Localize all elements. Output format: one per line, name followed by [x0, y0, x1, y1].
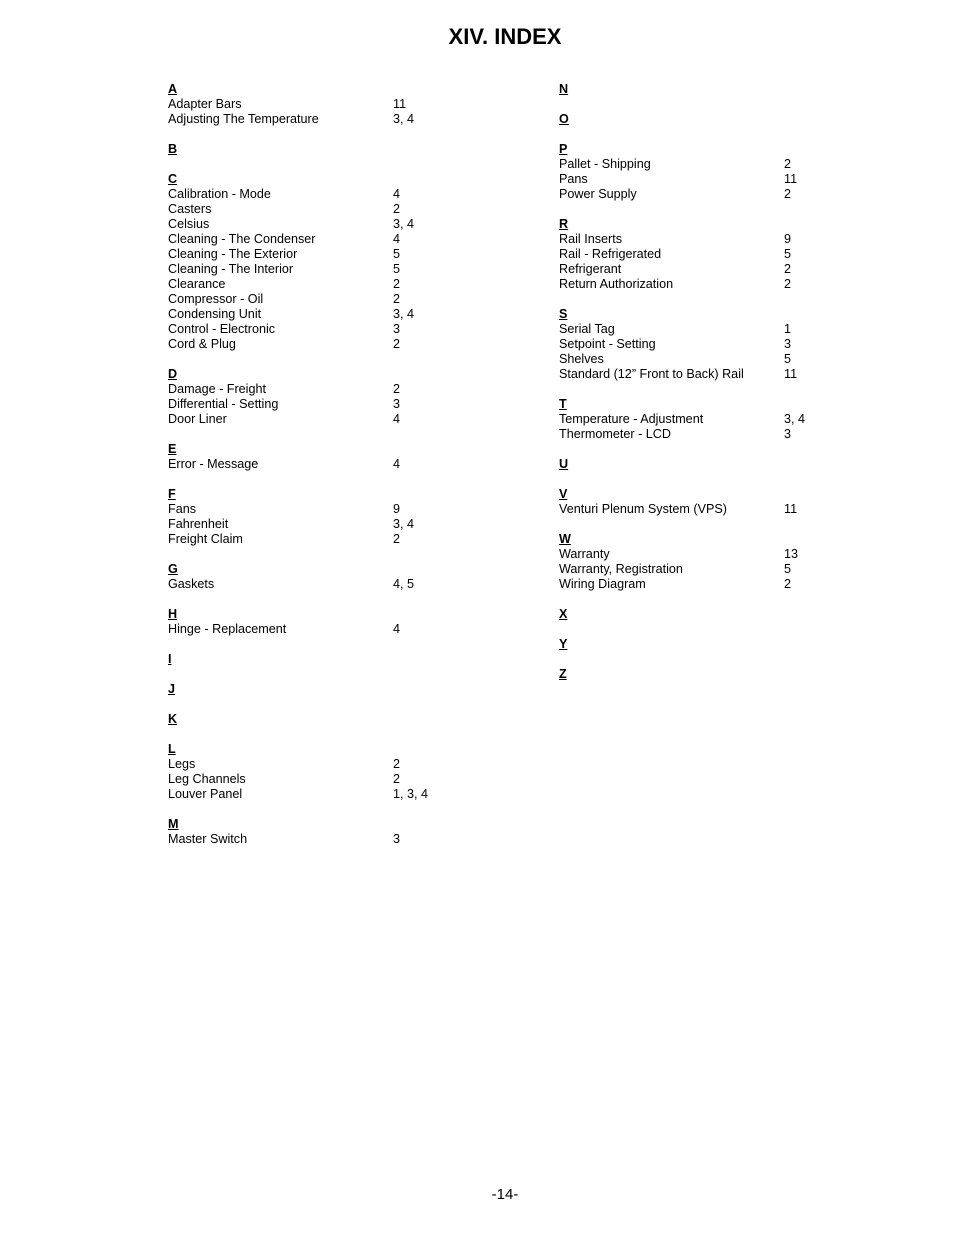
- section-letter: S: [559, 307, 568, 321]
- index-entry: [168, 532, 468, 547]
- index-section-o: [559, 112, 859, 127]
- index-term: Refrigerant: [559, 262, 622, 276]
- index-term: Clearance: [168, 277, 226, 291]
- index-term: Control - Electronic: [168, 322, 276, 336]
- index-entry: [168, 247, 468, 262]
- index-entry: [559, 502, 859, 517]
- index-entry: [559, 547, 859, 562]
- index-entry: [168, 397, 468, 412]
- index-section-t: [559, 397, 859, 442]
- index-term: Warranty: [559, 547, 610, 561]
- index-pages: 3: [393, 322, 401, 336]
- index-pages: 2: [393, 772, 401, 786]
- index-pages: 2: [393, 277, 401, 291]
- index-term: Cleaning - The Condenser: [168, 232, 316, 246]
- index-term: Return Authorization: [559, 277, 674, 291]
- index-entry: [168, 457, 468, 472]
- index-pages: 13: [784, 547, 799, 561]
- index-section-n: [559, 82, 859, 97]
- index-entry: [559, 427, 859, 442]
- index-entry: [168, 757, 468, 772]
- index-section-a: [168, 82, 468, 127]
- index-term: Cleaning - The Interior: [168, 262, 294, 276]
- index-pages: 2: [393, 757, 401, 771]
- index-pages: 4: [393, 412, 401, 426]
- index-entry: [559, 337, 859, 352]
- index-term: Celsius: [168, 217, 210, 231]
- index-pages: 3: [393, 832, 401, 846]
- index-entry: [168, 292, 468, 307]
- index-term: Cord & Plug: [168, 337, 236, 351]
- index-term: Door Liner: [168, 412, 227, 426]
- page-number: -14-: [491, 1186, 519, 1203]
- index-pages: 2: [393, 532, 401, 546]
- index-pages: 11: [393, 97, 407, 111]
- index-entry: [168, 382, 468, 397]
- index-term: Freight Claim: [168, 532, 243, 546]
- index-term: Calibration - Mode: [168, 187, 271, 201]
- index-pages: 1: [784, 322, 792, 336]
- index-pages: 3, 4: [393, 517, 415, 531]
- section-letter: D: [168, 367, 178, 381]
- section-letter: I: [168, 652, 172, 666]
- index-entry: [168, 787, 468, 802]
- index-pages: 3: [393, 397, 401, 411]
- section-letter: X: [559, 607, 568, 621]
- index-section-y: [559, 637, 859, 652]
- index-section-u: [559, 457, 859, 472]
- index-term: Adapter Bars: [168, 97, 242, 111]
- index-entry: [168, 112, 468, 127]
- index-pages: 5: [784, 562, 792, 576]
- index-term: Louver Panel: [168, 787, 243, 801]
- section-letter: E: [168, 442, 177, 456]
- index-term: Pans: [559, 172, 588, 186]
- page-title: XIV. INDEX: [448, 24, 562, 49]
- index-section-s: [559, 307, 859, 382]
- index-section-r: [559, 217, 859, 292]
- index-section-l: [168, 742, 468, 802]
- index-pages: 11: [784, 502, 798, 516]
- section-letter: L: [168, 742, 176, 756]
- index-column-right: [559, 82, 859, 697]
- index-pages: 5: [393, 262, 401, 276]
- index-entry: [559, 322, 859, 337]
- index-term: Serial Tag: [559, 322, 615, 336]
- index-term: Shelves: [559, 352, 604, 366]
- index-entry: [559, 187, 859, 202]
- index-term: Adjusting The Temperature: [168, 112, 319, 126]
- index-section-z: [559, 667, 859, 682]
- section-letter: B: [168, 142, 178, 156]
- index-term: Gaskets: [168, 577, 215, 591]
- index-pages: 4: [393, 187, 401, 201]
- index-term: Hinge - Replacement: [168, 622, 287, 636]
- index-term: Rail - Refrigerated: [559, 247, 662, 261]
- index-term: Rail Inserts: [559, 232, 622, 246]
- index-entry: [559, 562, 859, 577]
- section-letter: O: [559, 112, 569, 126]
- index-entry: [559, 172, 859, 187]
- index-pages: 3, 4: [393, 112, 415, 126]
- section-letter: C: [168, 172, 178, 186]
- index-term: Setpoint - Setting: [559, 337, 656, 351]
- index-entry: [168, 232, 468, 247]
- index-pages: 5: [784, 247, 792, 261]
- index-entry: [168, 772, 468, 787]
- index-term: Casters: [168, 202, 212, 216]
- index-term: Fans: [168, 502, 196, 516]
- index-term: Master Switch: [168, 832, 248, 846]
- index-entry: [168, 832, 468, 847]
- index-entry: [168, 307, 468, 322]
- index-section-e: [168, 442, 468, 472]
- index-entry: [559, 247, 859, 262]
- index-entry: [168, 262, 468, 277]
- index-section-j: [168, 682, 468, 697]
- index-pages: 4: [393, 232, 401, 246]
- index-section-i: [168, 652, 468, 667]
- index-pages: 2: [784, 277, 792, 291]
- section-letter: R: [559, 217, 569, 231]
- index-section-v: [559, 487, 859, 517]
- index-term: Legs: [168, 757, 196, 771]
- index-entry: [559, 577, 859, 592]
- index-entry: [168, 97, 468, 112]
- index-section-h: [168, 607, 468, 637]
- index-section-b: [168, 142, 468, 157]
- index-entry: [168, 187, 468, 202]
- index-pages: 2: [784, 157, 792, 171]
- index-entry: [168, 502, 468, 517]
- index-term: Temperature - Adjustment: [559, 412, 704, 426]
- index-term: Leg Channels: [168, 772, 246, 786]
- section-letter: G: [168, 562, 178, 576]
- index-section-m: [168, 817, 468, 847]
- section-letter: H: [168, 607, 178, 621]
- index-pages: 4: [393, 457, 401, 471]
- index-pages: 11: [784, 172, 798, 186]
- index-term: Damage - Freight: [168, 382, 266, 396]
- index-pages: 3: [784, 427, 792, 441]
- index-entry: [559, 262, 859, 277]
- index-pages: 2: [393, 202, 401, 216]
- section-letter: K: [168, 712, 178, 726]
- index-entry: [168, 517, 468, 532]
- index-pages: 5: [393, 247, 401, 261]
- index-pages: 5: [784, 352, 792, 366]
- section-letter: W: [559, 532, 571, 546]
- index-section-d: [168, 367, 468, 427]
- section-letter: V: [559, 487, 568, 501]
- index-pages: 4, 5: [393, 577, 415, 591]
- section-letter: T: [559, 397, 567, 411]
- index-entry: [559, 157, 859, 172]
- index-pages: 2: [393, 292, 401, 306]
- index-pages: 2: [784, 577, 792, 591]
- section-letter: N: [559, 82, 569, 96]
- index-entry: [168, 337, 468, 352]
- index-entry: [168, 217, 468, 232]
- index-section-w: [559, 532, 859, 592]
- index-section-f: [168, 487, 468, 547]
- index-entry: [559, 232, 859, 247]
- section-letter: P: [559, 142, 568, 156]
- index-section-p: [559, 142, 859, 202]
- index-pages: 1, 3, 4: [393, 787, 429, 801]
- index-entry: [559, 277, 859, 292]
- index-term: Condensing Unit: [168, 307, 262, 321]
- index-section-x: [559, 607, 859, 622]
- section-letter: M: [168, 817, 179, 831]
- index-section-g: [168, 562, 468, 592]
- index-pages: 9: [784, 232, 792, 246]
- index-entry: [168, 412, 468, 427]
- section-letter: A: [168, 82, 178, 96]
- index-entry: [168, 577, 468, 592]
- section-letter: F: [168, 487, 176, 501]
- index-pages: 3, 4: [784, 412, 806, 426]
- index-term: Differential - Setting: [168, 397, 279, 411]
- index-pages: 11: [784, 367, 798, 381]
- index-pages: 2: [784, 187, 792, 201]
- index-term: Venturi Plenum System (VPS): [559, 502, 727, 516]
- index-pages: 4: [393, 622, 401, 636]
- index-term: Thermometer - LCD: [559, 427, 671, 441]
- section-letter: Z: [559, 667, 567, 681]
- index-term: Power Supply: [559, 187, 637, 201]
- index-column-left: [168, 82, 468, 862]
- index-pages: 2: [393, 382, 401, 396]
- index-term: Error - Message: [168, 457, 259, 471]
- index-term: Warranty, Registration: [559, 562, 683, 576]
- index-entry: [168, 322, 468, 337]
- index-term: Standard (12” Front to Back) Rail: [559, 367, 744, 381]
- index-entry: [559, 352, 859, 367]
- index-pages: 2: [393, 337, 401, 351]
- index-pages: 3: [784, 337, 792, 351]
- index-entry: [559, 367, 859, 382]
- section-letter: U: [559, 457, 569, 471]
- index-pages: 3, 4: [393, 307, 415, 321]
- index-term: Compressor - Oil: [168, 292, 264, 306]
- index-entry: [168, 622, 468, 637]
- index-term: Fahrenheit: [168, 517, 229, 531]
- index-entry: [168, 202, 468, 217]
- index-term: Wiring Diagram: [559, 577, 646, 591]
- section-letter: Y: [559, 637, 568, 651]
- section-letter: J: [168, 682, 176, 696]
- index-pages: 3, 4: [393, 217, 415, 231]
- index-term: Cleaning - The Exterior: [168, 247, 298, 261]
- index-section-c: [168, 172, 468, 352]
- index-entry: [559, 412, 859, 427]
- index-pages: 2: [784, 262, 792, 276]
- index-pages: 9: [393, 502, 401, 516]
- index-section-k: [168, 712, 468, 727]
- index-entry: [168, 277, 468, 292]
- index-term: Pallet - Shipping: [559, 157, 651, 171]
